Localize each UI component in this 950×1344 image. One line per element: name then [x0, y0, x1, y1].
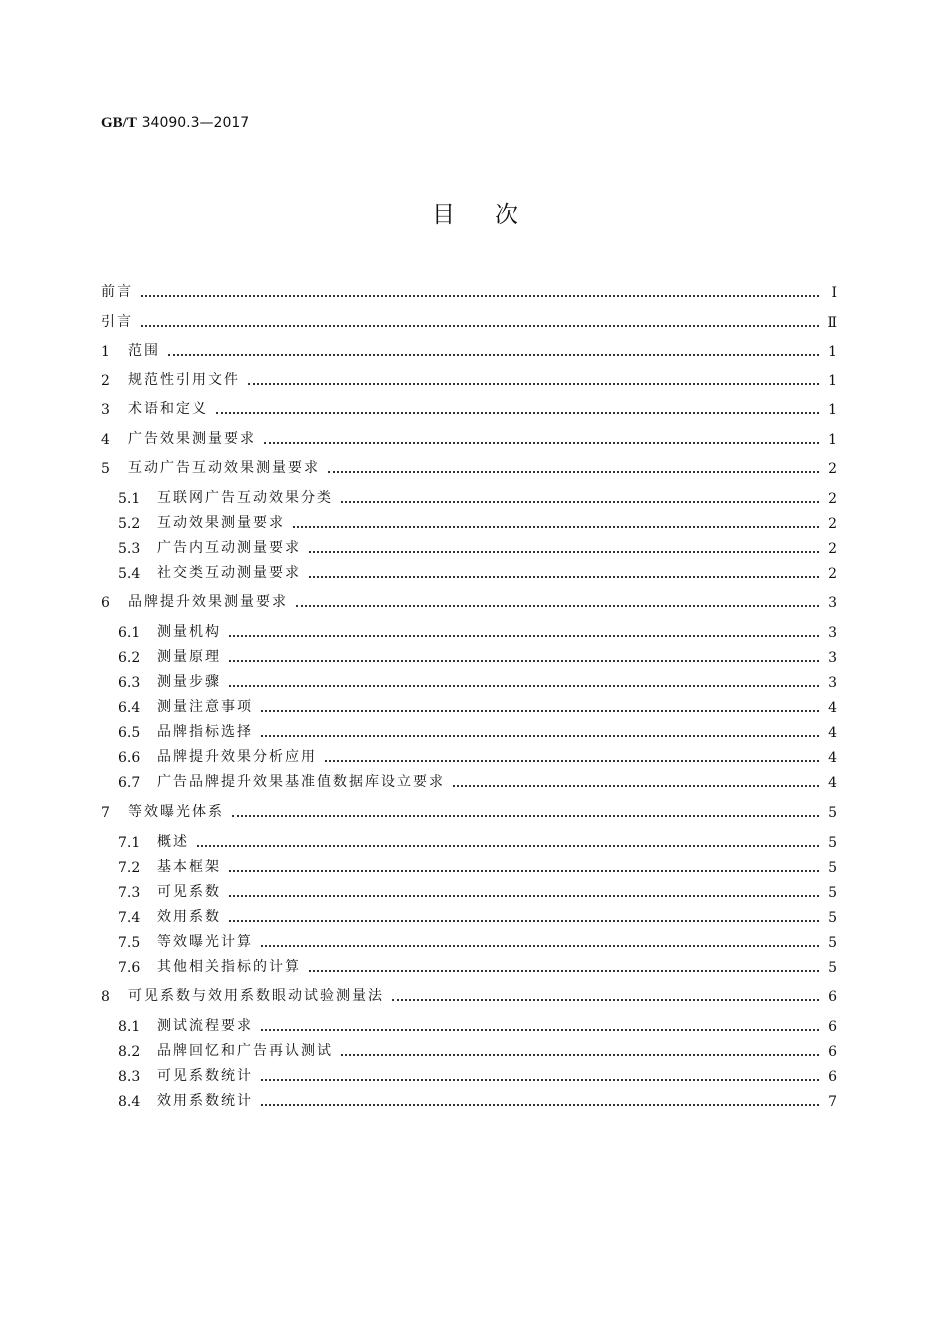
dot-leader: [261, 1104, 819, 1106]
toc-entry-page: 5: [828, 959, 837, 976]
toc-entry[interactable]: [101, 331, 837, 360]
toc-entry-number: 6.2: [118, 650, 141, 667]
toc-entry-label: 效用系数: [157, 908, 221, 925]
toc-entry-number: 2: [101, 373, 110, 390]
dot-leader: [229, 635, 819, 637]
dot-leader: [296, 605, 819, 607]
toc-entry-number: 8.3: [118, 1068, 141, 1085]
dot-leader: [309, 576, 819, 578]
toc-entry[interactable]: [101, 901, 837, 926]
toc-entry[interactable]: [101, 1005, 837, 1035]
dot-leader: [141, 295, 819, 297]
toc-entry-label: 可见系数统计: [157, 1067, 253, 1084]
toc-entry-label: 品牌提升效果分析应用: [157, 749, 317, 766]
dot-leader: [229, 870, 819, 872]
toc-entry-label: 可见系数与效用系数眼动试验测量法: [128, 987, 384, 1004]
dot-leader: [261, 735, 819, 737]
dot-leader: [328, 471, 819, 473]
toc-entry[interactable]: [101, 876, 837, 901]
toc-entry[interactable]: [101, 557, 837, 582]
toc-entry-number: 8.2: [118, 1043, 141, 1060]
toc-entry-page: 4: [828, 750, 837, 767]
dot-leader: [141, 325, 819, 327]
toc-entry-label: 概述: [157, 833, 189, 850]
toc-entry-page: 1: [828, 343, 837, 360]
toc-entry-number: 6.3: [118, 675, 141, 692]
dot-leader: [168, 354, 819, 356]
toc-entry-label: 等效曝光体系: [128, 803, 224, 820]
toc-entry[interactable]: [101, 611, 837, 641]
toc-entry-page: 6: [828, 1043, 837, 1060]
toc-entry-label: 广告品牌提升效果基准值数据库设立要求: [157, 774, 445, 791]
dot-leader: [341, 1054, 819, 1056]
toc-entry-number: 7.3: [118, 884, 141, 901]
toc-entry[interactable]: [101, 360, 837, 389]
dot-leader: [229, 895, 819, 897]
toc-entry-number: 8: [101, 988, 110, 1005]
toc-entry-label: 引言: [101, 313, 133, 330]
toc-entry-page: 6: [828, 988, 837, 1005]
toc-entry-page: 2: [828, 541, 837, 558]
toc-entry-page: 5: [828, 804, 837, 821]
toc-entry-label: 测量步骤: [157, 674, 221, 691]
toc-entry-number: 7.6: [118, 959, 141, 976]
toc-entry-label: 品牌回忆和广告再认测试: [157, 1042, 333, 1059]
toc-entry-number: 8.1: [118, 1018, 141, 1035]
dot-leader: [248, 383, 819, 385]
toc-entry-number: 6.5: [118, 725, 141, 742]
toc-entry[interactable]: [101, 477, 837, 507]
toc-entry-page: 2: [828, 566, 837, 583]
toc-entry-label: 测量注意事项: [157, 699, 253, 716]
toc-entry-page: 6: [828, 1068, 837, 1085]
toc-entry-number: 8.4: [118, 1093, 141, 1110]
toc-entry-label: 测量原理: [157, 649, 221, 666]
toc-entry-page: 4: [828, 775, 837, 792]
toc-entry-page: 1: [828, 402, 837, 419]
toc-entry-number: 3: [101, 402, 110, 419]
toc-entry[interactable]: [101, 532, 837, 557]
toc-entry-label: 术语和定义: [128, 401, 208, 418]
toc-entry-number: 6.6: [118, 750, 141, 767]
toc-entry-number: 4: [101, 431, 110, 448]
toc-entry-page: 5: [828, 934, 837, 951]
toc-entry-label: 品牌提升效果测量要求: [128, 594, 288, 611]
toc-entry-label: 品牌指标选择: [157, 724, 253, 741]
toc-entry-label: 社交类互动测量要求: [157, 565, 301, 582]
toc-entry[interactable]: [101, 976, 837, 1005]
dot-leader: [392, 999, 819, 1001]
toc-entry-page: 3: [828, 675, 837, 692]
toc-entry[interactable]: [101, 1085, 837, 1110]
toc-entry-page: Ⅱ: [827, 314, 837, 331]
dot-leader: [229, 660, 819, 662]
dot-leader: [325, 760, 819, 762]
toc-entry-page: 3: [828, 595, 837, 612]
dot-leader: [261, 710, 819, 712]
toc-entry-page: Ⅰ: [831, 285, 837, 302]
toc-entry[interactable]: [101, 301, 837, 330]
toc-entry-number: 1: [101, 343, 110, 360]
toc-entry-number: 6.1: [118, 625, 141, 642]
table-of-contents: [101, 272, 837, 1110]
toc-entry-number: 5: [101, 461, 110, 478]
dot-leader: [453, 785, 819, 787]
toc-entry-number: 7.1: [118, 834, 141, 851]
toc-entry-number: 5.4: [118, 566, 141, 583]
standard-number: 34090.3—2017: [141, 115, 250, 131]
toc-entry-page: 5: [828, 859, 837, 876]
standard-prefix: GB/T: [101, 115, 137, 131]
dot-leader: [293, 526, 819, 528]
toc-entry[interactable]: [101, 926, 837, 951]
toc-entry[interactable]: [101, 766, 837, 791]
toc-entry-label: 测量机构: [157, 624, 221, 641]
toc-entry-page: 1: [828, 373, 837, 390]
toc-entry-page: 2: [828, 491, 837, 508]
toc-entry[interactable]: [101, 389, 837, 418]
toc-entry-label: 规范性引用文件: [128, 372, 240, 389]
toc-entry-number: 7.5: [118, 934, 141, 951]
toc-entry[interactable]: [101, 448, 837, 477]
toc-entry-page: 4: [828, 725, 837, 742]
toc-entry-number: 7.2: [118, 859, 141, 876]
dot-leader: [197, 845, 819, 847]
toc-entry-label: 互联网广告互动效果分类: [157, 490, 333, 507]
toc-entry[interactable]: [101, 1035, 837, 1060]
toc-entry-number: 6.4: [118, 700, 141, 717]
dot-leader: [309, 551, 819, 553]
toc-entry[interactable]: [101, 666, 837, 691]
toc-entry-label: 互动效果测量要求: [157, 515, 285, 532]
toc-entry[interactable]: [101, 851, 837, 876]
toc-entry-label: 范围: [128, 342, 160, 359]
dot-leader: [309, 970, 819, 972]
toc-entry-number: 5.3: [118, 541, 141, 558]
toc-entry[interactable]: [101, 691, 837, 716]
dot-leader: [261, 945, 819, 947]
toc-entry[interactable]: [101, 951, 837, 976]
toc-entry-page: 5: [828, 884, 837, 901]
toc-entry-label: 互动广告互动效果测量要求: [128, 460, 320, 477]
toc-entry-label: 基本框架: [157, 858, 221, 875]
toc-entry-page: 2: [828, 516, 837, 533]
toc-entry[interactable]: [101, 418, 837, 447]
toc-entry-page: 6: [828, 1018, 837, 1035]
toc-entry-label: 效用系数统计: [157, 1092, 253, 1109]
toc-entry-page: 2: [828, 461, 837, 478]
toc-entry-label: 等效曝光计算: [157, 933, 253, 950]
standard-code: [101, 113, 249, 132]
toc-entry[interactable]: [101, 507, 837, 532]
toc-entry[interactable]: [101, 821, 837, 851]
toc-entry-number: 7: [101, 804, 110, 821]
toc-entry-number: 6.7: [118, 775, 141, 792]
toc-entry-number: 7.4: [118, 909, 141, 926]
toc-entry[interactable]: [101, 582, 837, 611]
toc-entry-page: 5: [828, 834, 837, 851]
toc-entry-label: 广告效果测量要求: [128, 430, 256, 447]
toc-entry-page: 5: [828, 909, 837, 926]
toc-entry-page: 7: [828, 1093, 837, 1110]
dot-leader: [229, 920, 819, 922]
toc-entry-label: 广告内互动测量要求: [157, 540, 301, 557]
toc-entry-number: 5.1: [118, 491, 141, 508]
dot-leader: [341, 501, 819, 503]
page-title: 目次: [432, 202, 558, 228]
toc-entry-page: 3: [828, 625, 837, 642]
dot-leader: [264, 442, 819, 444]
toc-entry-label: 其他相关指标的计算: [157, 958, 301, 975]
dot-leader: [216, 412, 819, 414]
dot-leader: [261, 1079, 819, 1081]
toc-entry-number: 5.2: [118, 516, 141, 533]
toc-entry[interactable]: [101, 1060, 837, 1085]
toc-entry[interactable]: [101, 741, 837, 766]
dot-leader: [229, 685, 819, 687]
toc-entry[interactable]: [101, 272, 837, 301]
toc-entry[interactable]: [101, 641, 837, 666]
toc-entry-label: 可见系数: [157, 883, 221, 900]
dot-leader: [261, 1029, 819, 1031]
toc-entry[interactable]: [101, 716, 837, 741]
toc-entry-page: 4: [828, 700, 837, 717]
toc-entry[interactable]: [101, 791, 837, 820]
toc-entry-label: 前言: [101, 284, 133, 301]
toc-entry-page: 3: [828, 650, 837, 667]
toc-entry-label: 测试流程要求: [157, 1017, 253, 1034]
toc-entry-number: 6: [101, 595, 110, 612]
dot-leader: [232, 815, 819, 817]
toc-entry-page: 1: [828, 431, 837, 448]
